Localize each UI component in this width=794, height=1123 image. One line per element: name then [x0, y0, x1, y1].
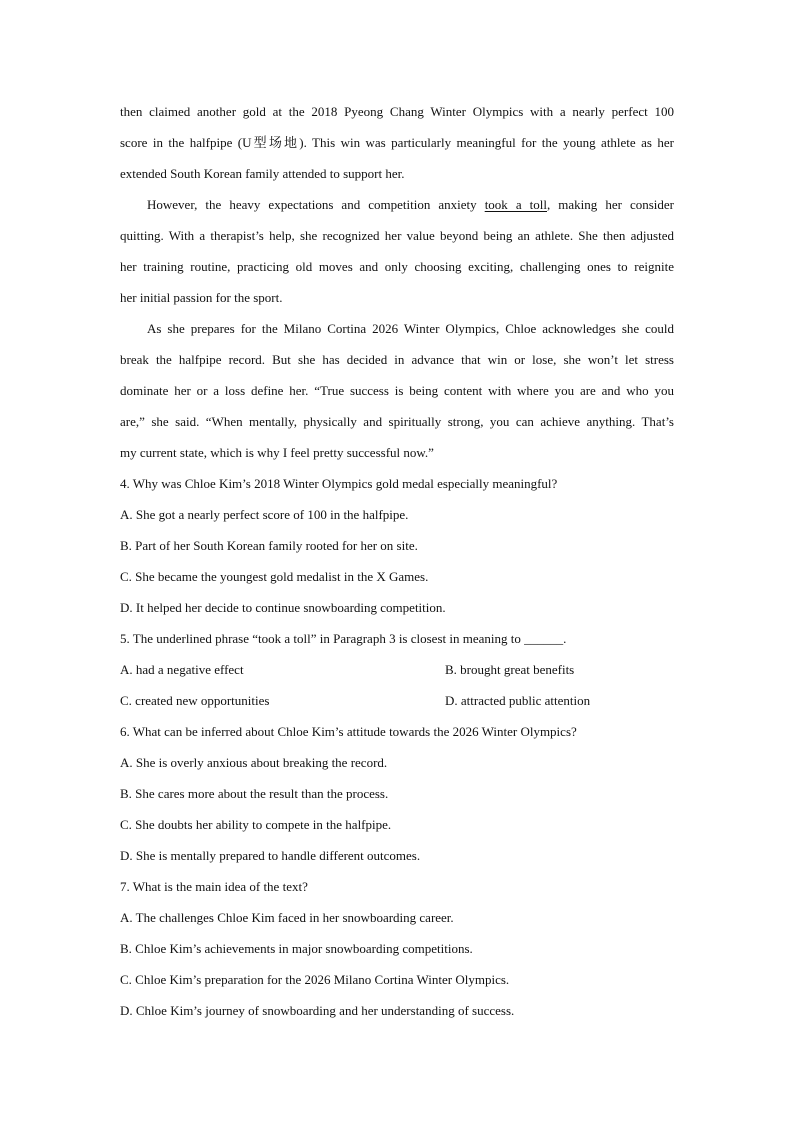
paragraph-2-line: quitting. With a therapist’s help, she recognized her value beyond being an athlete. She then adjusted: [120, 228, 674, 243]
question-6-option-c: C. She doubts her ability to compete in the halfpipe.: [120, 817, 392, 832]
paragraph-2-line: [120, 189, 674, 220]
question-7-option-d: D. Chloe Kim’s journey of snowboarding and her understanding of success.: [120, 1003, 515, 1018]
question-4-stem: 4. Why was Chloe Kim’s 2018 Winter Olympics gold medal especially meaningful?: [120, 476, 558, 491]
paragraph-3-line: are,” she said. “When mentally, physically and spiritually strong, you can achieve anything. That’s: [120, 414, 674, 429]
paragraph-3-line: As she prepares for the Milano Cortina 2026 Winter Olympics, Chloe acknowledges she could: [147, 321, 674, 336]
question-7-option-a: A. The challenges Chloe Kim faced in her snowboarding career.: [120, 910, 454, 925]
question-5-options-row: [120, 685, 674, 716]
question-4-option-a: A. She got a nearly perfect score of 100 in the halfpipe.: [120, 507, 409, 522]
paragraph-3-line: my current state, which is why I feel pretty successful now.”: [120, 445, 434, 460]
paragraph-1-line: then claimed another gold at the 2018 Pyeong Chang Winter Olympics with a nearly perfect 100: [120, 104, 674, 119]
paragraph-2-line: her training routine, practicing old moves and only choosing exciting, challenging ones to reignite: [120, 259, 674, 274]
paragraph-2-text: However, the heavy expectations and competition anxiety: [147, 197, 485, 212]
question-5-stem: 5. The underlined phrase “took a toll” in Paragraph 3 is closest in meaning to ______.: [120, 631, 567, 646]
question-4-option-b: B. Part of her South Korean family rooted for her on site.: [120, 538, 418, 553]
question-6-option-a: A. She is overly anxious about breaking the record.: [120, 755, 388, 770]
document-page: [120, 96, 674, 1026]
question-7-stem: 7. What is the main idea of the text?: [120, 879, 308, 894]
question-7-option-c: C. Chloe Kim’s preparation for the 2026 Milano Cortina Winter Olympics.: [120, 972, 510, 987]
paragraph-3-line: dominate her or a loss define her. “True success is being content with where you are and who you: [120, 383, 674, 398]
paragraph-1-line: extended South Korean family attended to support her.: [120, 166, 405, 181]
question-7-option-b: B. Chloe Kim’s achievements in major snowboarding competitions.: [120, 941, 473, 956]
question-5-options-row: [120, 654, 674, 685]
question-5-option-c: C. created new opportunities: [120, 693, 270, 708]
question-6-stem: 6. What can be inferred about Chloe Kim’s attitude towards the 2026 Winter Olympics?: [120, 724, 577, 739]
question-6-option-d: D. She is mentally prepared to handle different outcomes.: [120, 848, 421, 863]
question-4-option-c: C. She became the youngest gold medalist in the X Games.: [120, 569, 429, 584]
question-5-option-d: D. attracted public attention: [445, 693, 591, 708]
paragraph-2-line: her initial passion for the sport.: [120, 290, 283, 305]
paragraph-3-line: break the halfpipe record. But she has decided in advance that win or lose, she won’t let stress: [120, 352, 674, 367]
question-5-option-a: A. had a negative effect: [120, 662, 244, 677]
question-4-option-d: D. It helped her decide to continue snowboarding competition.: [120, 600, 446, 615]
paragraph-1-line: score in the halfpipe (U型场地). This win was particularly meaningful for the young athlete as her: [120, 135, 674, 150]
paragraph-2-text: , making her consider: [547, 197, 675, 212]
question-5-option-b: B. brought great benefits: [445, 662, 575, 677]
underlined-phrase: took a toll: [484, 197, 547, 212]
question-6-option-b: B. She cares more about the result than the process.: [120, 786, 389, 801]
